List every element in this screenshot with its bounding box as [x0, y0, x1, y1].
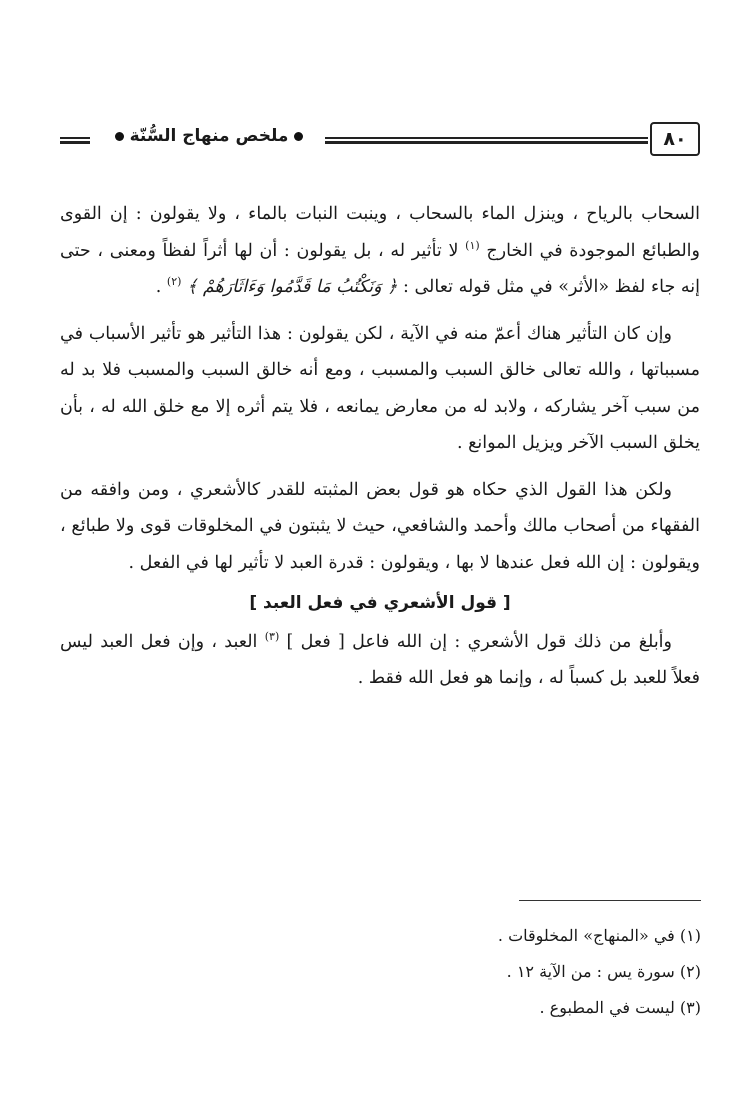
paragraph-4: [60, 624, 700, 697]
footnote-1: (١) في «المنهاج» المخلوقات .: [497, 926, 701, 945]
body-text: [60, 196, 700, 697]
bullet-icon: [115, 132, 124, 141]
header-rule-left: [60, 137, 90, 144]
section-heading: [ قول الأشعري في فعل العبد ]: [249, 593, 511, 613]
footnote-2: (٢) سورة يس : من الآية ١٢ .: [506, 962, 701, 981]
footnote-divider: [519, 900, 701, 901]
quran-verse: ﴿ وَنَكْتُبُ مَا قَدَّمُوا وَءَاثَارَهُمْ ﴾: [187, 277, 398, 297]
bullet-icon: [294, 132, 303, 141]
page-number-box: [650, 122, 700, 156]
paragraph-text: السحاب بالرياح ، وينزل الماء بالسحاب ، وينبت النبات بالماء ، ولا يقولون : إن القوى والطبائع الموجودة في الخارج: [60, 204, 700, 261]
footnote-ref: (٢): [166, 275, 182, 289]
paragraph-gap: [60, 306, 700, 316]
paragraph-3: ولكن هذا القول الذي حكاه هو قول بعض المثبته للقدر كالأشعري ، ومن وافقه من الفقهاء من أصحاب مالك وأحمد والشافعي، حيث لا يثبتون في المخلوقات قوى ولا طبائع ، ويقولون : إن الله فعل عندها لا بها ، ويقولون : قدرة العبد لا تأثير لها في الفعل .: [60, 479, 700, 573]
footnotes: [141, 918, 701, 1026]
paragraph-2: وإن كان التأثير هناك أعمّ منه في الآية ، لكن يقولون : هذا التأثير هو تأثير الأسباب في مسبباتها ، والله تعالى خالق السبب والمسبب ، ومع أنه خالق السبب والمسبب فلا بد له من سبب آخر يشاركه ، ولابد له من معارض يمانعه ، فلا يتم أثره إلا مع خلق الله له ، بأن يخلق السبب الآخر ويزيل الموانع .: [60, 323, 700, 453]
book-title: ملخص منهاج السُّنّة: [129, 126, 289, 146]
paragraph-text: .: [155, 277, 162, 297]
header-title: [96, 126, 322, 146]
paragraph-gap: [60, 462, 700, 472]
paragraph-text: العبد ، وإن فعل العبد ليس فعلاً للعبد بل كسباً له ، وإنما هو فعل الله فقط .: [60, 631, 700, 688]
paragraph-1: [60, 196, 700, 306]
footnote-3: (٣) ليست في المطبوع .: [539, 998, 701, 1017]
footnote-ref: (٣): [264, 629, 280, 643]
page-number: ٨٠: [663, 128, 687, 150]
paragraph-text: وأبلغ من ذلك قول الأشعري : إن الله فاعل [ فعل ]: [286, 631, 672, 652]
header-rule-right: [325, 137, 648, 144]
page-header: [60, 122, 700, 162]
footnote-ref: (١): [465, 238, 480, 252]
paragraph-text: لا تأثير له ، بل يقولون : أن لها أثراً لفظاً ومعنى ، حتى إنه جاء لفظ «الأثر» في مثل قوله تعالى :: [60, 240, 700, 297]
